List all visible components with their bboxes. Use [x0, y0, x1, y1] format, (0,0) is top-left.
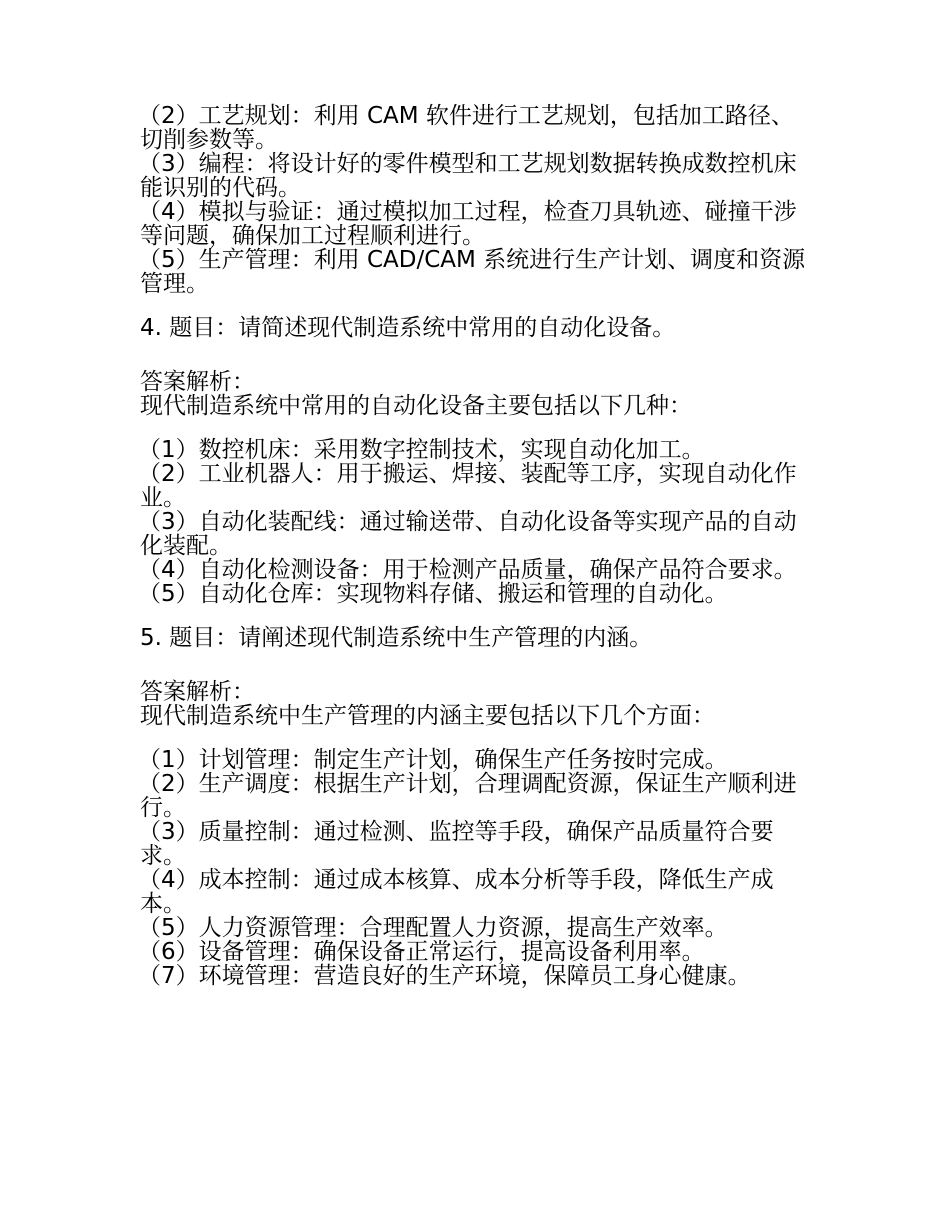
list-item: （2）工业机器人：用于搬运、焊接、装配等工序，实现自动化作业。	[138, 461, 797, 511]
list-item: （5）自动化仓库：实现物料存储、搬运和管理的自动化。	[138, 581, 728, 607]
list-item: （5）人力资源管理：合理配置人力资源，提高生产效率。	[138, 915, 728, 941]
list-item: （3）自动化装配线：通过输送带、自动化设备等实现产品的自动化装配。	[138, 509, 797, 559]
list-item: （3）编程：将设计好的零件模型和工艺规划数据转换成数控机床能识别的代码。	[138, 151, 797, 201]
list-item: （3）质量控制：通过检测、监控等手段，确保产品质量符合要求。	[138, 819, 774, 869]
document-content	[140, 104, 810, 1008]
question-4-answer-label: 答案解析：	[140, 369, 255, 395]
list-item: （2）生产调度：根据生产计划，合理调配资源，保证生产顺利进行。	[138, 771, 797, 821]
list-item: （2）工艺规划：利用 CAM 软件进行工艺规划，包括加工路径、切削参数等。	[138, 103, 794, 153]
question-5-answer-label: 答案解析：	[140, 679, 255, 705]
list-item: （6）设备管理：确保设备正常运行，提高设备利用率。	[138, 939, 705, 965]
question-5-answer-intro: 现代制造系统中生产管理的内涵主要包括以下几个方面：	[140, 703, 715, 729]
question-5-list	[140, 748, 810, 988]
list-item: （4）成本控制：通过成本核算、成本分析等手段，降低生产成本。	[138, 867, 774, 917]
list-item: （1）计划管理：制定生产计划，确保生产任务按时完成。	[138, 747, 728, 773]
section-3-list	[140, 104, 810, 296]
question-5-title: 5. 题目：请阐述现代制造系统中生产管理的内涵。	[140, 625, 653, 651]
list-item: （4）模拟与验证：通过模拟加工过程，检查刀具轨迹、碰撞干涉等问题，确保加工过程顺利进行。	[138, 199, 797, 249]
question-4-answer-intro: 现代制造系统中常用的自动化设备主要包括以下几种：	[140, 393, 692, 419]
list-item: （5）生产管理：利用 CAD/CAM 系统进行生产计划、调度和资源管理。	[138, 247, 806, 297]
list-item: （1）数控机床：采用数字控制技术，实现自动化加工。	[138, 437, 705, 463]
list-item: （7）环境管理：营造良好的生产环境，保障员工身心健康。	[138, 963, 751, 989]
list-item: （4）自动化检测设备：用于检测产品质量，确保产品符合要求。	[138, 557, 797, 583]
question-4-title: 4. 题目：请简述现代制造系统中常用的自动化设备。	[140, 315, 676, 341]
question-4-list	[140, 438, 810, 606]
